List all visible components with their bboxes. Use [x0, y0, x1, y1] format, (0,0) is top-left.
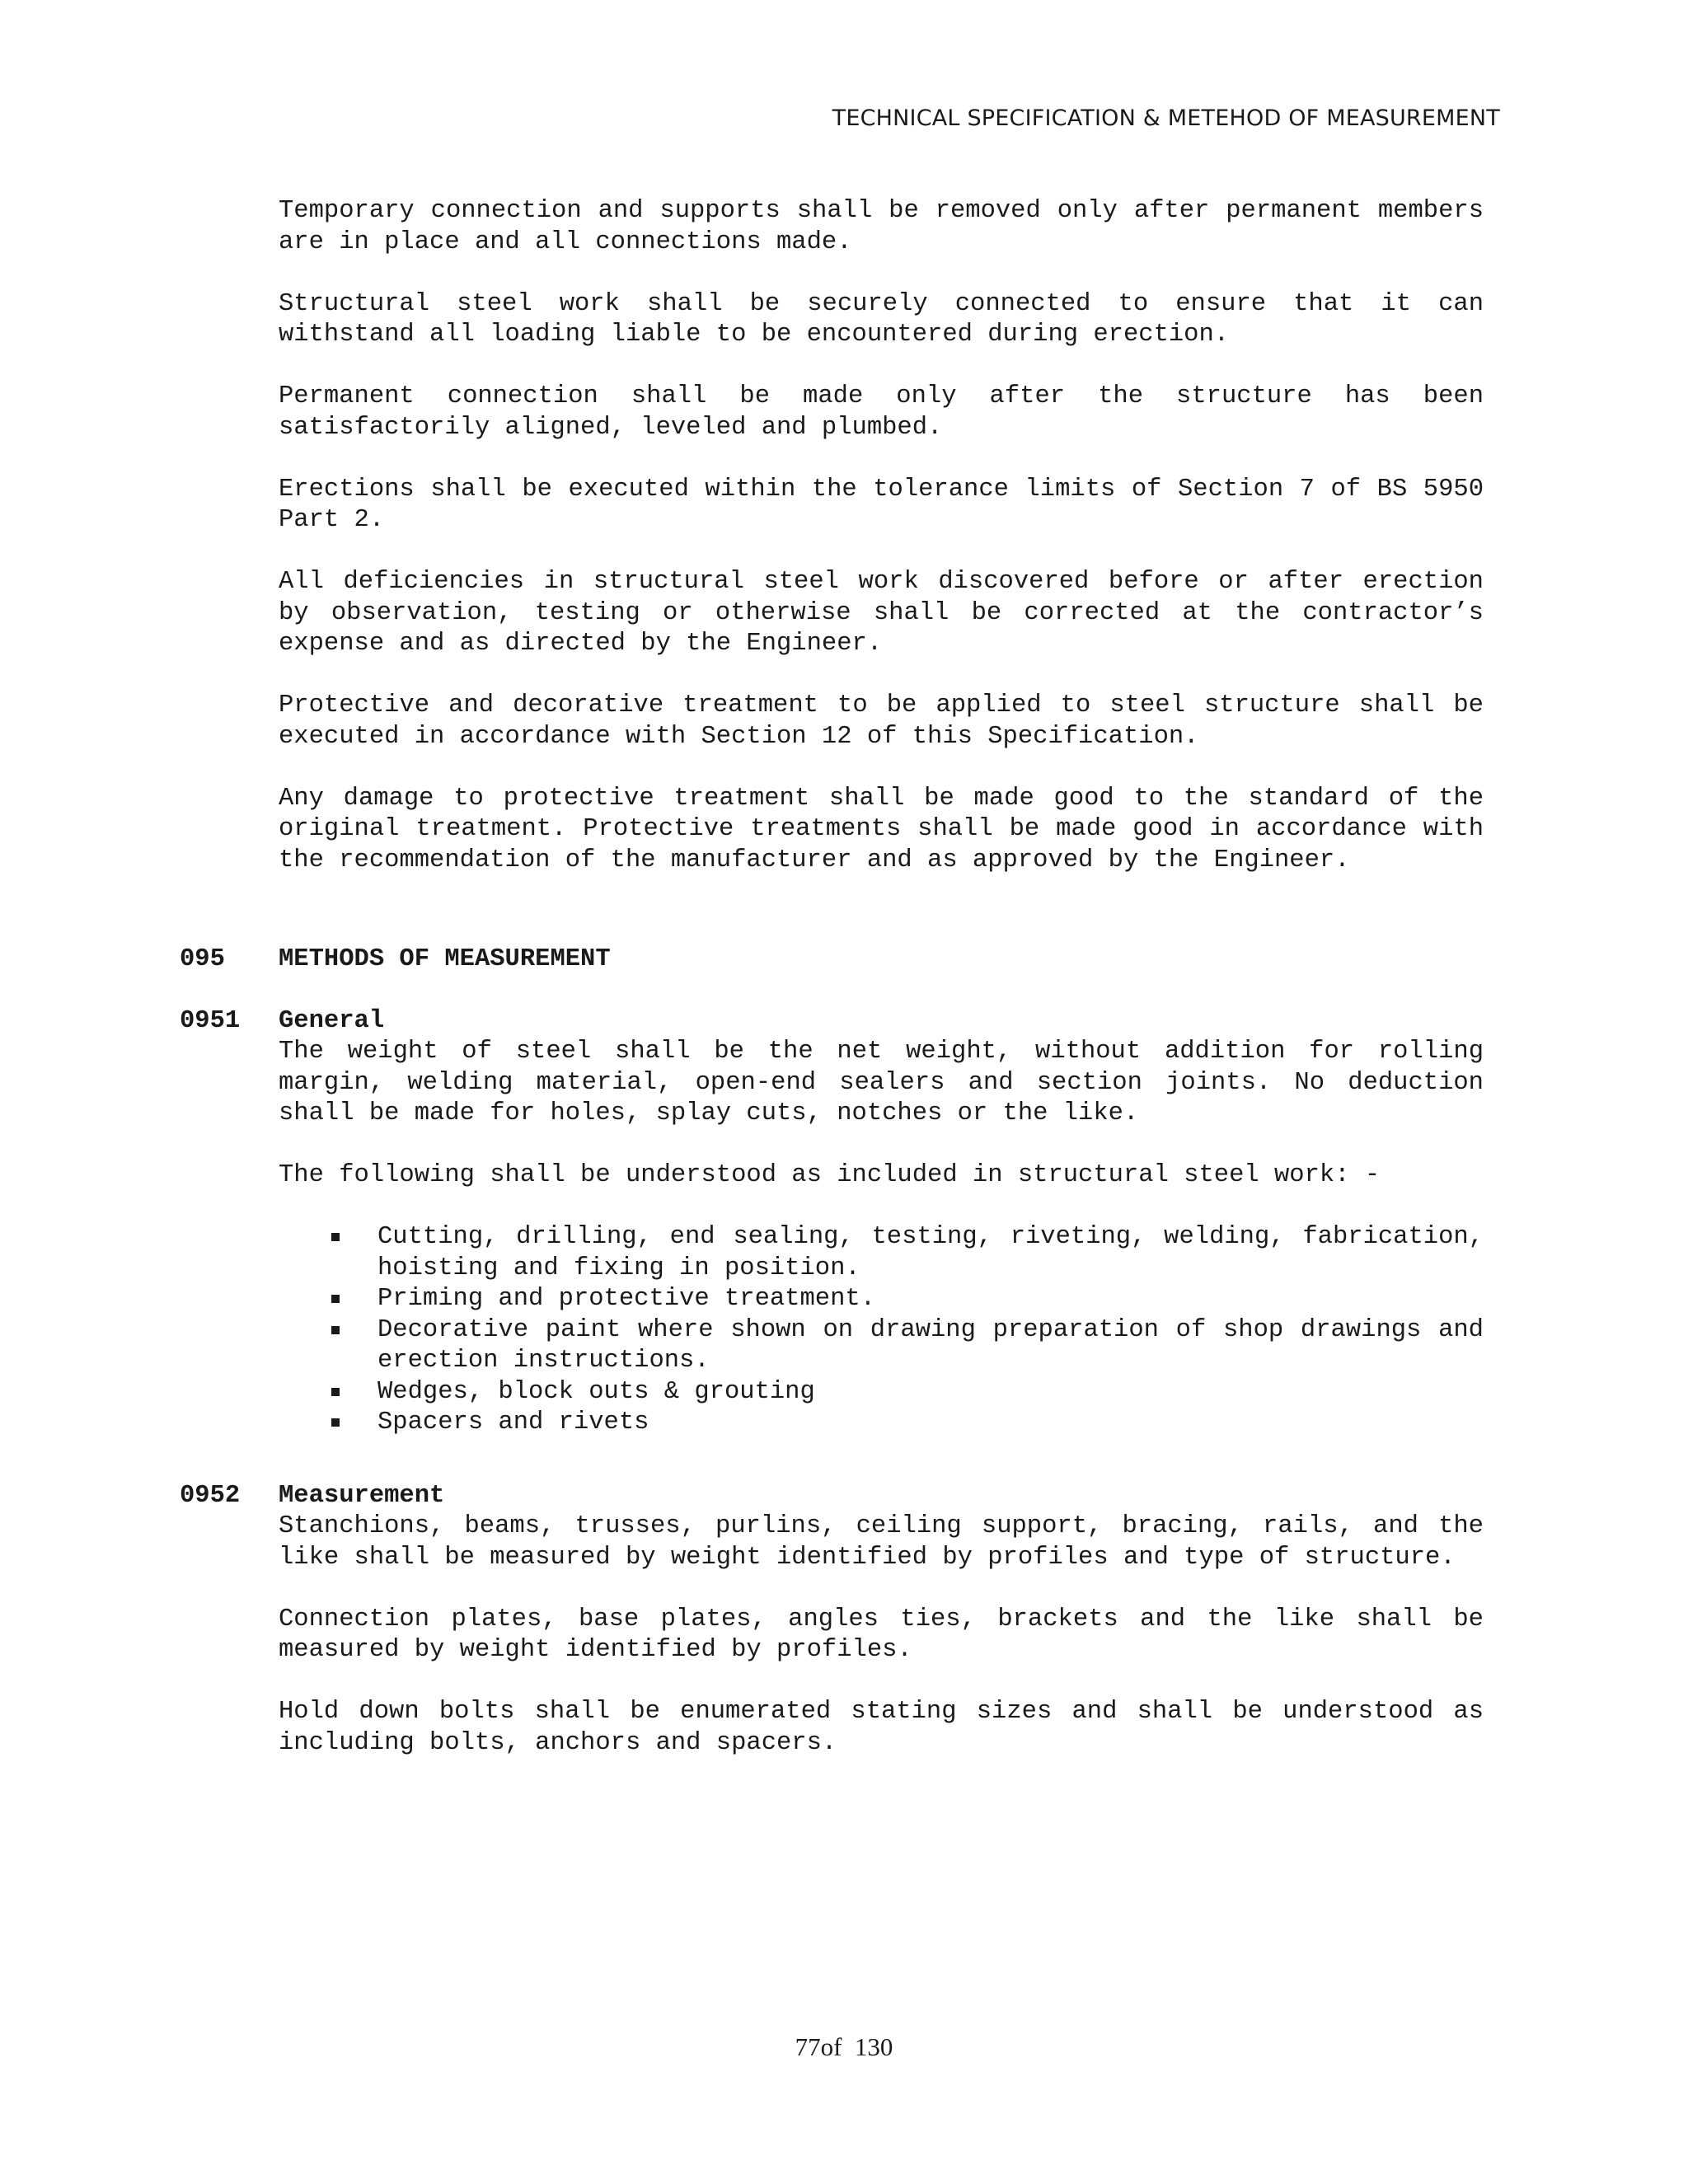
paragraph: Structural steel work shall be securely connected to ensure that it can withstand all loading liable to be encountered during erection.	[279, 289, 1484, 349]
list-item-text: Spacers and rivets	[377, 1408, 649, 1436]
section-heading-0951	[180, 1006, 1484, 1038]
intro-section	[279, 196, 1484, 907]
section-number: 095	[180, 945, 225, 973]
square-bullet-icon	[331, 1233, 340, 1241]
section-number: 0951	[180, 1007, 241, 1035]
page-total: 130	[854, 2032, 893, 2061]
paragraph: Protective and decorative treatment to be applied to steel structure shall be executed in accordance with Section 12 of this Specification.	[279, 691, 1484, 751]
list-item	[279, 1284, 1484, 1315]
section-title: General	[279, 1007, 385, 1035]
list-item	[279, 1222, 1484, 1284]
list-item	[279, 1315, 1484, 1377]
list-item-text: Wedges, block outs & grouting	[377, 1377, 815, 1406]
section-title: Measurement	[279, 1482, 445, 1510]
paragraph: The weight of steel shall be the net weight, without addition for rolling margin, welding material, open-end sealers and section joints. No deduction shall be made for holes, splay cuts, notches or the like.	[279, 1038, 1484, 1127]
list-item	[279, 1377, 1484, 1408]
paragraph: Erections shall be executed within the tolerance limits of Section 7 of BS 5950 Part 2.	[279, 475, 1484, 534]
section-number: 0952	[180, 1482, 241, 1510]
bullet-list	[279, 1222, 1484, 1439]
paragraph: The following shall be understood as included in structural steel work: -	[279, 1161, 1381, 1189]
page-number	[0, 2032, 1688, 2062]
section-0952-body	[279, 1511, 1484, 1790]
paragraph: Permanent connection shall be made only after the structure has been satisfactorily aligned, leveled and plumbed.	[279, 382, 1484, 442]
page-header-title: TECHNICAL SPECIFICATION & METEHOD OF MEASUREMENT	[832, 105, 1500, 131]
square-bullet-icon	[331, 1326, 340, 1334]
square-bullet-icon	[331, 1388, 340, 1396]
section-heading-095	[180, 944, 1484, 976]
section-0951-body	[279, 1037, 1484, 1469]
paragraph: Hold down bolts shall be enumerated stating sizes and shall be understood as including bolts, anchors and spacers.	[279, 1698, 1484, 1757]
paragraph: All deficiencies in structural steel work discovered before or after erection by observation, testing or otherwise shall be corrected at the contractor’s expense and as directed by the Engineer.	[279, 568, 1484, 658]
page-current: 77	[795, 2032, 821, 2061]
page-separator: of	[820, 2032, 842, 2061]
list-item-text: Cutting, drilling, end sealing, testing, riveting, welding, fabrication, hoisting and fixing in position.	[377, 1223, 1484, 1282]
list-item-text: Decorative paint where shown on drawing preparation of shop drawings and erection instructions.	[377, 1315, 1484, 1375]
square-bullet-icon	[331, 1295, 340, 1303]
list-item	[279, 1408, 1484, 1439]
section-title: METHODS OF MEASUREMENT	[279, 945, 611, 973]
paragraph: Temporary connection and supports shall be removed only after permanent members are in place and all connections made.	[279, 197, 1484, 256]
square-bullet-icon	[331, 1418, 340, 1427]
paragraph: Connection plates, base plates, angles ties, brackets and the like shall be measured by weight identified by profiles.	[279, 1605, 1484, 1664]
paragraph: Any damage to protective treatment shall be made good to the standard of the original treatment. Protective treatments shall be made good in accordance with the recommendation of the manufacturer and as approved by the Engineer.	[279, 784, 1484, 874]
section-heading-0952	[180, 1481, 1484, 1512]
paragraph: Stanchions, beams, trusses, purlins, ceiling support, bracing, rails, and the like shall be measured by weight identified by profiles and type of structure.	[279, 1512, 1484, 1572]
list-item-text: Priming and protective treatment.	[377, 1285, 875, 1313]
